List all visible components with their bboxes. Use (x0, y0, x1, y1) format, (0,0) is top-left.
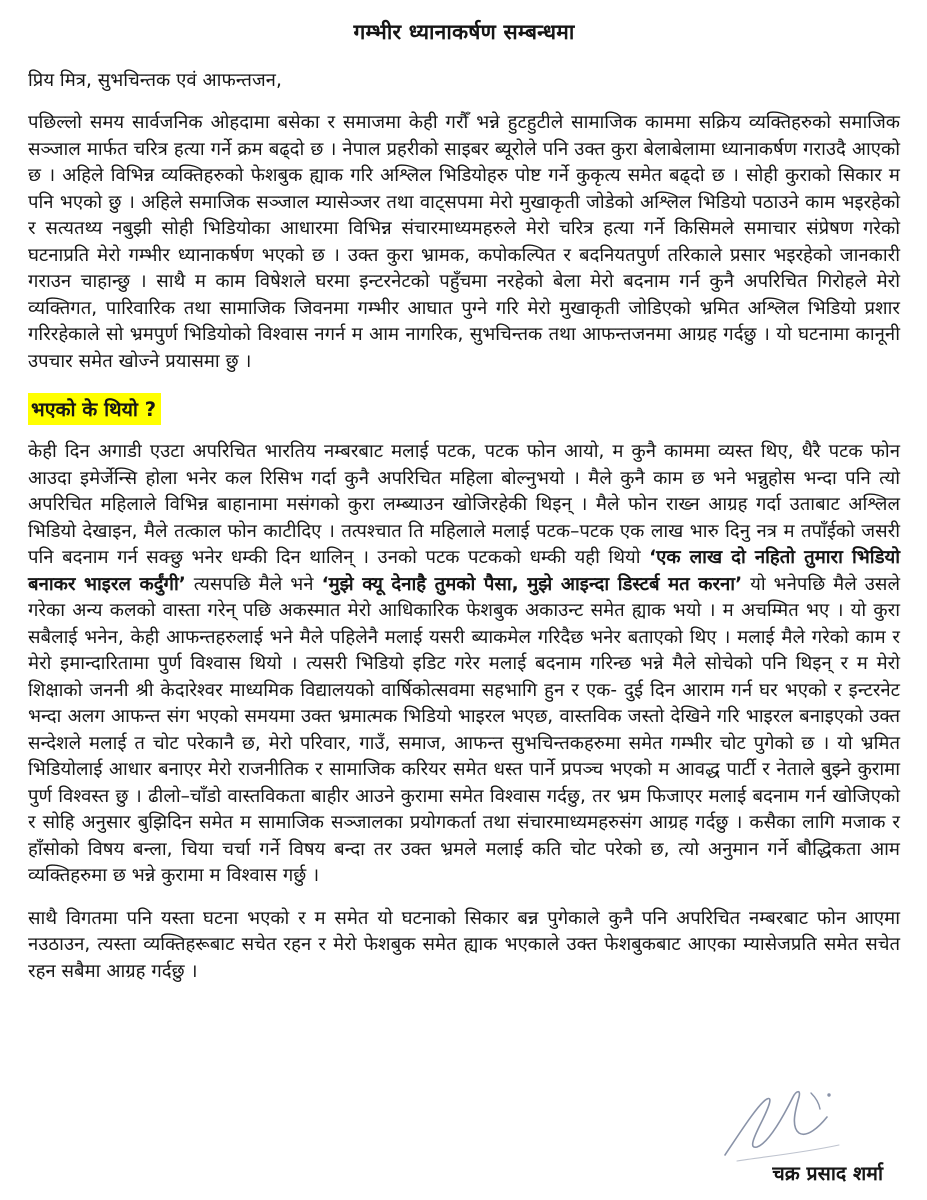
section-heading-row (28, 391, 900, 439)
salutation-line: प्रिय मित्र, सुभचिन्तक एवं आफन्तजन, (28, 70, 282, 91)
incident-text-segment: केही दिन अगाडी एउटा अपरिचित भारतिय नम्बरबाट मलाई पटक, पटक फोन आयो, म कुनै काममा व्यस्त थिए, धैरै पटक फोन आउदा इमेर्जेन्सि होला भनेर कल रिसिभ गर्दा कुनै अपरिचित महिला बोल्नुभयो । मैले कुनै काम छ भने भन्नुहोस भन्दा पनि त्यो अपरिचित महिलाले विभिन्न बाहानामा मसंगको कुरा लम्ब्याउन खोजिरहेकी थिइन् । मैले फोन राख्न आग्रह गर्दा उताबाट अश्लिल भिडियो देखाइन, मैले तत्काल फोन काटीदिए । तत्पश्चात ति महिलाले मलाई पटक–पटक एक लाख भारु दिनु नत्र म तपाँईको जसरी पनि बदनाम गर्न सक्छु भनेर धम्की दिन थालिन् । उनको पटक पटकको धम्की यही थियो (28, 441, 900, 568)
threat-quote: ‘एक लाख दो नहितो तुमारा भिडियो बनाकर भाइरल कर्दुंगी’ (28, 547, 900, 595)
paragraph-incident (28, 439, 900, 890)
paragraph-intro: पछिल्लो समय सार्वजनिक ओहदामा बसेका र समाजमा केही गरौँ भन्ने हुटहुटीले सामाजिक काममा सक्रिय व्यक्तिहरुको समाजिक सञ्जाल मार्फत चरित्र हत्या गर्ने क्रम बढ्दो छ । नेपाल प्रहरीको साइबर ब्यूरोले पनि उक्त कुरा बेलाबेलामा ध्यानाकर्षण गराउदै आएको छ । अहिले विभिन्न व्यक्तिहरुको फेशबुक ह्याक गरि अश्लिल भिडियोहरु पोष्ट गर्ने कुकृत्य समेत बढ्दो छ । सोही कुराको सिकार म पनि भएको छु । अहिले समाजिक सञ्जाल म्यासेञ्जर तथा वाट्सपमा मेरो मुखाकृती जोडेको अश्लिल भिडियो पठाउने काम भइरहेको र सत्यतथ्य नबुझी सोही भिडियोका आधारमा विभिन्न संचारमाध्यमहरुले मेरो चरित्र हत्या गर्ने किसिमले समाचार संप्रेषण गरेको घटनाप्रति मेरो गम्भीर ध्यानाकर्षण भएको छ । उक्त कुरा भ्रामक, कपोकल्पित र बदनियतपुर्ण तरिकाले प्रसार भइरहेको जानकारी गराउन चाहान्छु । साथै म काम विषेशले घरमा इन्टरनेटको पहुँचमा नरहेको बेला मेरो बदनाम गर्न कुनै अपरिचित गिरोहले मेरो व्यक्तिगत, पारिवारिक तथा सामाजिक जिवनमा गम्भीर आघात पुग्ने गरि मेरो मुखाकृती जोडिएको भ्रमित अश्लिल भिडियो प्रशार गरिरहेकाले सो भ्रमपुर्ण भिडियोको विश्वास नगर्न म आम नागरिक, सुभचिन्तक तथा आफन्तजनमा आग्रह गर्दछु । यो घटनामा कानूनी उपचार समेत खोज्ने प्रयासमा छु । (28, 112, 900, 372)
handwritten-signature-icon (707, 1083, 857, 1171)
reply-quote: ‘मुझे क्यू देनाहै तुमको पैसा, मुझे आइन्दा डिस्टर्ब मत करना’ (321, 573, 743, 595)
page-title: गम्भीर ध्यानाकर्षण सम्बन्धमा (353, 20, 575, 44)
section-heading-highlighted: भएको के थियो ? (28, 393, 161, 425)
incident-text-segment: त्यसपछि मैले भने (185, 573, 322, 595)
signature-block (707, 1083, 883, 1186)
incident-text-segment: यो भनेपछि मैले उसले गरेका अन्य कलको वास्ता गरेन् पछि अकस्मात मेरो आधिकारिक फेशबुक अकाउन्ट समेत ह्याक भयो । म अचम्मित भए । यो कुरा सबैलाई भनेन, केही आफन्तहरुलाई भने मैले पहिलेनै मलाई यसरी ब्याकमेल गरिदैछ भनेर बताएको थिए । मलाई मैले गरेको काम र मेरो इमान्दारितामा पुर्ण विश्वास थियो । त्यसरी भिडियो इडिट गरेर मलाई बदनाम गरिन्छ भन्ने मैले सोचेको पनि थिइन् र म मेरो शिक्षाको जननी श्री केदारेश्वर माध्यमिक विद्यालयको वार्षिकोत्सवमा सहभागि हुन र एक- दुई दिन आराम गर्न घर भएको र इन्टरनेट भन्दा अलग आफन्त संग भएको समयमा उक्त भ्रमात्मक भिडियो भाइरल भएछ, वास्तविक जस्तो देखिने गरि भाइरल बनाइएको उक्त सन्देशले मलाई त चोट परेकानै छ, मेरो परिवार, गाउँ, समाज, आफन्त सुभचिन्तकहरुमा समेत गम्भीर चोट पुगेको छ । यो भ्रमित भिडियोलाई आधार बनाएर मेरो राजनीतिक र सामाजिक करियर समेत धस्त पार्ने प्रपञ्च भएको म आवद्ध पार्टी र नेताले बुझ्ने कुरामा पुर्ण विश्वस्त छु । ढीलो–चाँडो वास्तविकता बाहीर आउने कुरामा समेत विश्वास गर्दछु, तर भ्रम फिजाएर मलाई बदनाम गर्न खोजिएको र सोहि अनुसार बुझिदिन समेत म सामाजिक सञ्जालका प्रयोगकर्ता तथा संचारमाध्यमहरुसंग आग्रह गर्दछु । कसैका लागि मजाक र हाँसोको विषय बन्ला, चिया चर्चा गर्ने विषय बन्दा तर उक्त भ्रमले मलाई कति चोट परेको छ, त्यो अनुमान गर्ने बौद्धिकता आम व्यक्तिहरुमा छ भन्ने कुरामा म विश्वास गर्छु । (28, 573, 900, 886)
signature-name: चक्र प्रसाद शर्मा (772, 1162, 883, 1185)
paragraph-closing: साथै विगतमा पनि यस्ता घटना भएको र म समेत यो घटनाको सिकार बन्न पुगेकाले कुनै पनि अपरिचित नम्बरबाट फोन आएमा नउठाउन, त्यस्ता व्यक्तिहरूबाट सचेत रहन र मेरो फेशबुक समेत ह्याक भएकाले उक्त फेशबुकबाट आएका म्यासेजप्रति समेत सचेत रहन सबैमा आग्रह गर्दछु । (28, 907, 900, 982)
